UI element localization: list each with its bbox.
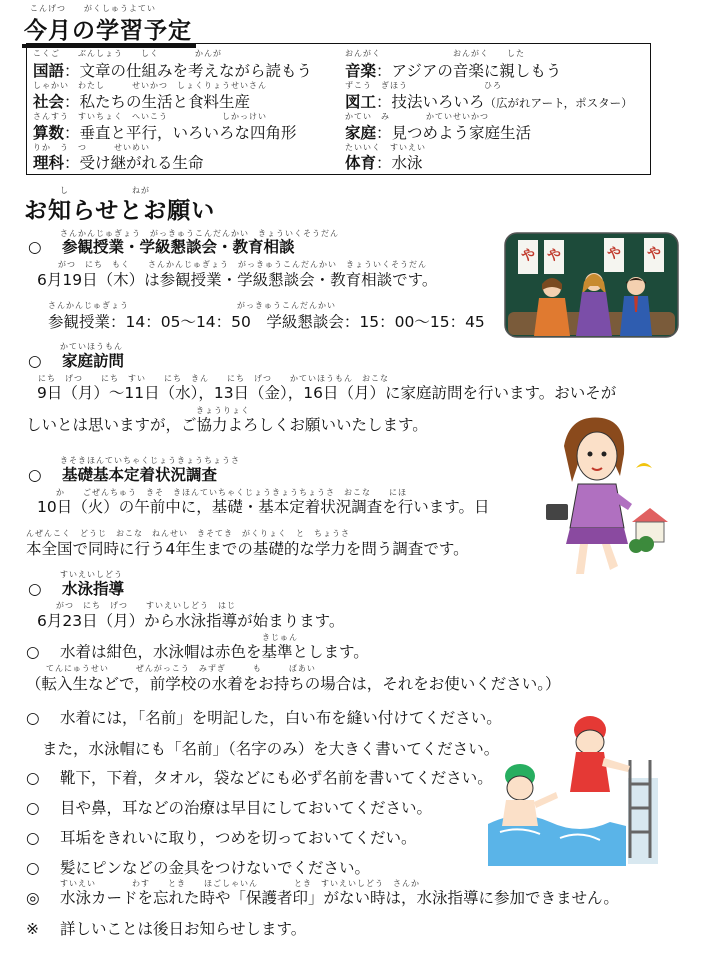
list-item: ○ 靴下，下着，タオル，袋などにも必ず名前を書いてください。 xyxy=(26,769,493,787)
kiso-line2: 本全国で同時に行う4年生までの基礎的な学力を問う調査です。 xyxy=(26,540,469,558)
sankan-heading: ○ 参観授業・学級懇談会・教育相談 xyxy=(28,238,295,256)
teacher-home-visit-illustration xyxy=(540,412,675,580)
katei-line2: しいとは思いますが，ご協力よろしくお願いいたします。 xyxy=(26,416,428,434)
kiso-heading: ○ 基礎基本定着状況調査 xyxy=(28,466,218,484)
parents-visiting-class-illustration xyxy=(504,232,679,338)
list-item: ○ 水着には，「名前」を明記した，白い布を縫い付けてください。 xyxy=(26,709,502,727)
katei-heading: ○ 家庭訪問 xyxy=(28,352,125,370)
suiei-heading: ○ 水泳指導 xyxy=(28,580,125,598)
schedule-box: こくご ぶんしょう しく かんが 国語：文章の仕組みを考えながら読もう おんがく おんがく した 音楽：アジアの音楽に親しもう しゃかい わたし せいかつ しょくりょうせいさん 社会：私たちの生活と食料生産 ずこう ぎほう ひろ 図工：技法いろいろ（広がれアート，ポスター） さんすう すいちょく へいこう しかっけい 算数：垂直と平行，いろいろな四角形 かてい み かていせいかつ 家庭：見つめよう家庭生活 りか う つ せいめい 理科：受け継がれる生命 たいいく すいえい 体育：水泳 xyxy=(26,43,651,175)
schedule-art: 図工：技法いろいろ（広がれアート，ポスター） xyxy=(345,93,633,111)
list-item: ※ 詳しいことは後日お知らせします。 xyxy=(26,920,307,938)
kiso-line1: 10日（火）の午前中に，基礎・基本定着状況調査を行います。日 xyxy=(37,498,490,516)
schedule-math: 算数：垂直と平行，いろいろな四角形 xyxy=(33,124,297,142)
poster-char: や xyxy=(607,246,621,262)
monthly-title-ruby: こんげつ がくしゅうよてい xyxy=(30,4,156,13)
notice-title-ruby: し ねが xyxy=(60,186,150,195)
list-item: ○ 耳垢をきれいに取り，つめを切っておいてくだい。 xyxy=(26,829,417,847)
schedule-home: 家庭：見つめよう家庭生活 xyxy=(345,124,532,142)
monthly-title: 今月の学習予定 xyxy=(24,12,192,45)
katei-line1: 9日（月）～11日（水），13日（金），16日（月）に家庭訪問を行います。おいそが xyxy=(37,384,617,402)
poster-char: や xyxy=(547,248,561,264)
schedule-japanese: 国語：文章の仕組みを考えながら読もう xyxy=(33,62,313,80)
poster-char: や xyxy=(647,246,661,262)
list-item: ○ 目や鼻，耳などの治療は早目にしておいてください。 xyxy=(26,799,433,817)
list-item: ◎ 水泳カードを忘れた時や「保護者印」がない時は，水泳指導に参加できません。 xyxy=(26,889,619,907)
schedule-pe: 体育：水泳 xyxy=(345,154,423,172)
schedule-science: 理科：受け継がれる生命 xyxy=(33,154,204,172)
schedule-social: 社会：私たちの生活と食料生産 xyxy=(33,93,251,111)
list-item: （転入生などで，前学校の水着をお持ちの場合は，それをお使いください。） xyxy=(26,675,561,693)
sankan-line1: 6月19日（木）は参観授業・学級懇談会・教育相談です。 xyxy=(37,271,438,289)
suiei-line1: 6月23日（月）から水泳指導が始まります。 xyxy=(37,612,345,630)
children-swimming-pool-illustration xyxy=(480,708,680,868)
list-item: また，水泳帽にも「名前」（名字のみ）を大きく書いてください。 xyxy=(42,740,500,758)
list-item: ○ 髪にピンなどの金具をつけないでください。 xyxy=(26,859,371,877)
sankan-line2: 参観授業：14：05～14：50 学級懇談会：15：00～15：45 xyxy=(48,313,485,331)
notice-title: お知らせとお願い xyxy=(24,198,216,224)
schedule-music: 音楽：アジアの音楽に親しもう xyxy=(345,62,562,80)
list-item: ○ 水着は紺色，水泳帽は赤色を基準とします。 xyxy=(26,643,369,661)
poster-char: や xyxy=(521,248,535,264)
